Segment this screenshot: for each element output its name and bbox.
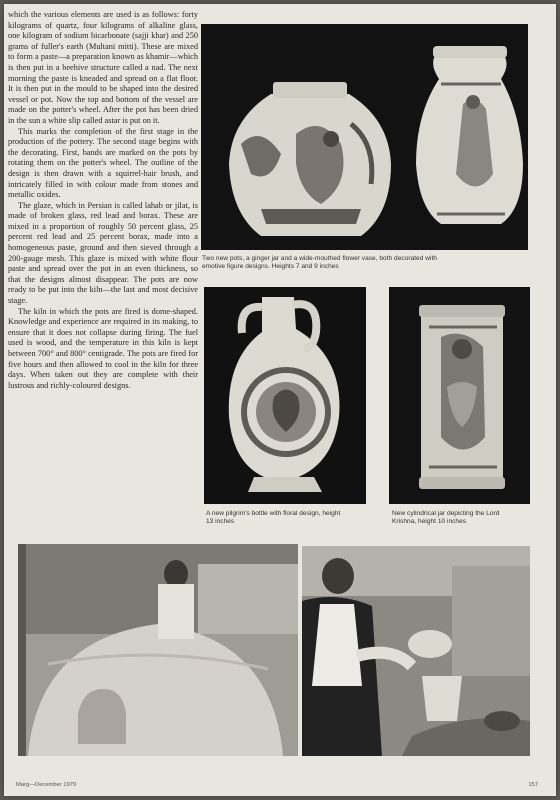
article-text-column [8,10,198,391]
article-paragraph: which the various elements are used is as follows: forty kilograms of quartz, four kilograms of alkaline glass, one kilogram of sodium bicarbonate (sajji khar) and 250 grams of fuller's earth (Multani mitti). These are mixed to form a paste—a preparation known as khamir—which is then put in a beehive structure called a nad. The next morning the paste is kneaded and spread on a flat floor. It is then put in the mould to be shaped into the desired vessel or pot. Now the top and bottom of the vessel are made on the potter's wheel. After the pot has been dried in the sun a white slip called astar is put on it. [8,10,198,125]
footer-publication: Marg—December 1979 [16,782,77,788]
photo-cylindrical-jar [389,287,530,504]
caption-cylindrical-jar: New cylindrical jar depicting the Lord Krishna, height 10 inches [392,510,500,525]
photo-ginger-jar-and-vase [201,24,528,250]
article-paragraph: This marks the completion of the first stage in the production of the pottery. The second stage begins with the decorating. First, bands are marked on the pots by rotating them on the potter's wheel. The outline of the design is then drawn with a squirrel-hair brush, and intricately filled in with colour made from stones and metallic oxides. [8,126,198,200]
article-paragraph: The kiln in which the pots are fired is dome-shaped. Knowledge and experience are required in its making, to ensure that it does not collapse during firing. The fuel used is wood, and the temperature in this kiln is kept between 700° and 800° centigrade. The pots are fired for five hours and then allowed to cool in the kiln for three days. When taken out they are complete with their lustrous and richly-coloured designs. [8,306,198,390]
photo-kiln [18,544,298,756]
photo-pilgrim-bottle [204,287,366,504]
article-paragraph: The glaze, which in Persian is called lahab or jilat, is made of broken glass, red lead and borax. These are mixed in a proportion of roughly 50 percent glass, 25 percent red lead and 25 percent borax, made into a homogeneous paste, ground and then sieved through a 200-gauge mesh. This glaze is mixed with white flour paste and spread over the pot in an even thickness, so that the designs almost disappear. The pots are now ready to be put into the kiln—the last and most decisive stage. [8,200,198,306]
magazine-page [4,4,556,796]
caption-ginger-jar-and-vase: Two new pots, a ginger jar and a wide-mouthed flower vase, both decorated with emotive figure designs. Heights 7 and 9 inches [202,255,437,270]
caption-pilgrim-bottle: A new pilgrim's bottle with floral design, height 13 inches [206,510,341,525]
photo-potter-painting [302,546,530,756]
footer-page-number: 157 [528,782,538,788]
